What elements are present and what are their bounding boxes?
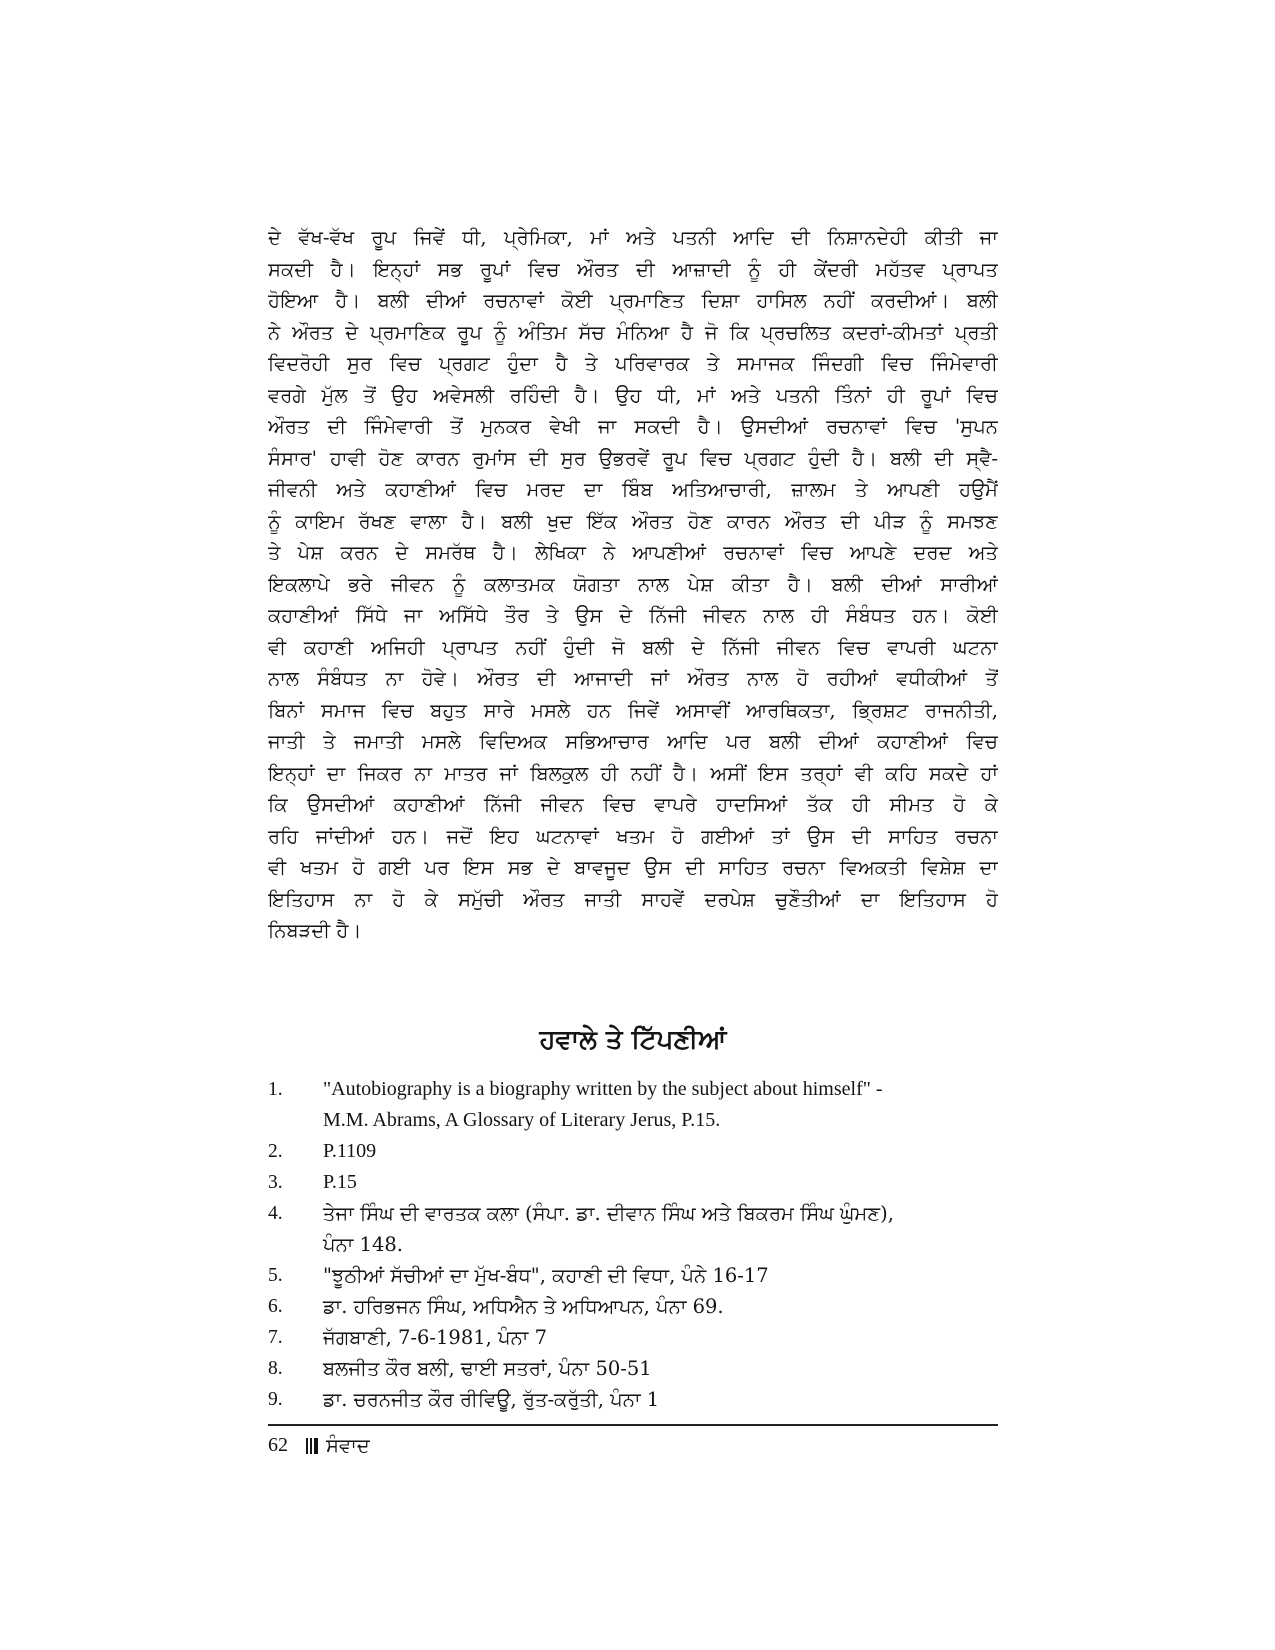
reference-item (268, 1291, 998, 1322)
body-line: ਵਿਦਰੋਹੀ ਸੁਰ ਵਿਚ ਪ੍ਰਗਟ ਹੁੰਦਾ ਹੈ ਤੇ ਪਰਿਵਾਰਕ ਤੇ ਸਮਾਜਕ ਜਿੰਦਗੀ ਵਿਚ ਜਿੰਮੇਵਾਰੀ (268, 352, 998, 375)
reference-number: 5. (268, 1265, 283, 1286)
reference-text (323, 1353, 998, 1384)
body-line: ਜੀਵਨੀ ਅਤੇ ਕਹਾਣੀਆਂ ਵਿਚ ਮਰਦ ਦਾ ਬਿੰਬ ਅਤਿਆਚਾਰੀ, ਜ਼ਾਲਮ ਤੇ ਆਪਣੀ ਹਉਮੈਂ (268, 478, 998, 501)
reference-item (268, 1167, 998, 1198)
body-line: ਜਾਤੀ ਤੇ ਜਮਾਤੀ ਮਸਲੇ ਵਿਦਿਅਕ ਸਭਿਆਚਾਰ ਆਦਿ ਪਰ ਬਲੀ ਦੀਆਂ ਕਹਾਣੀਆਂ ਵਿਚ (268, 730, 998, 753)
body-line: ਨੂੰ ਕਾਇਮ ਰੱਖਣ ਵਾਲਾ ਹੈ। ਬਲੀ ਖੁਦ ਇੱਕ ਔਰਤ ਹੋਣ ਕਾਰਨ ਔਰਤ ਦੀ ਪੀੜ ਨੂੰ ਸਮਝਣ (268, 509, 998, 533)
footer-rule (268, 1424, 998, 1426)
reference-item (268, 1198, 998, 1260)
reference-line: ਜੱਗਬਾਣੀ, 7-6-1981, ਪੰਨਾ 7 (323, 1326, 547, 1349)
reference-item (268, 1074, 998, 1136)
body-line: ਵੀ ਖਤਮ ਹੋ ਗਈ ਪਰ ਇਸ ਸਭ ਦੇ ਬਾਵਜੂਦ ਉਸ ਦੀ ਸਾਹਿਤ ਰਚਨਾ ਵਿਅਕਤੀ ਵਿਸ਼ੇਸ਼ ਦਾ (268, 856, 998, 879)
reference-number: 6. (268, 1296, 283, 1317)
body-line: ਰਹਿ ਜਾਂਦੀਆਂ ਹਨ। ਜਦੋਂ ਇਹ ਘਟਨਾਵਾਂ ਖਤਮ ਹੋ ਗਈਆਂ ਤਾਂ ਉਸ ਦੀ ਸਾਹਿਤ ਰਚਨਾ (268, 824, 998, 848)
reference-text (323, 1322, 998, 1353)
reference-text (323, 1136, 998, 1167)
reference-line: "ਝੂਠੀਆਂ ਸੱਚੀਆਂ ਦਾ ਮੁੱਖ-ਬੰਧ", ਕਹਾਣੀ ਦੀ ਵਿਧਾ, ਪੰਨੇ 16-17 (323, 1264, 769, 1287)
reference-number: 8. (268, 1358, 283, 1379)
body-line: ਤੇ ਪੇਸ਼ ਕਰਨ ਦੇ ਸਮਰੱਥ ਹੈ। ਲੇਖਿਕਾ ਨੇ ਆਪਣੀਆਂ ਰਚਨਾਵਾਂ ਵਿਚ ਆਪਣੇ ਦਰਦ ਅਤੇ (268, 541, 998, 564)
reference-line: ਡਾ. ਹਰਿਭਜਨ ਸਿੰਘ, ਅਧਿਐਨ ਤੇ ਅਧਿਆਪਨ, ਪੰਨਾ 69. (323, 1295, 724, 1318)
reference-text (323, 1198, 998, 1260)
body-line: ਬਿਨਾਂ ਸਮਾਜ ਵਿਚ ਬਹੁਤ ਸਾਰੇ ਮਸਲੇ ਹਨ ਜਿਵੇਂ ਅਸਾਵੀਂ ਆਰਥਿਕਤਾ, ਭ੍ਰਿਸ਼ਟ ਰਾਜਨੀਤੀ, (268, 698, 998, 722)
reference-item (268, 1136, 998, 1167)
body-line: ਸੰਸਾਰ' ਹਾਵੀ ਹੋਣ ਕਾਰਨ ਰੁਮਾਂਸ ਦੀ ਸੁਰ ਉਭਰਵੇਂ ਰੂਪ ਵਿਚ ਪ੍ਰਗਟ ਹੁੰਦੀ ਹੈ। ਬਲੀ ਦੀ ਸ੍ਵੈ- (268, 446, 998, 470)
reference-item (268, 1353, 998, 1384)
body-line: ਇਤਿਹਾਸ ਨਾ ਹੋ ਕੇ ਸਮੁੱਚੀ ਔਰਤ ਜਾਤੀ ਸਾਹਵੇਂ ਦਰਪੇਸ਼ ਚੁਣੌਤੀਆਂ ਦਾ ਇਤਿਹਾਸ ਹੋ (268, 887, 998, 911)
reference-item (268, 1260, 998, 1291)
reference-line: "Autobiography is a biography written by the subject about himself" - (323, 1078, 883, 1100)
reference-line: ਤੇਜਾ ਸਿੰਘ ਦੀ ਵਾਰਤਕ ਕਲਾ (ਸੰਪਾ. ਡਾ. ਦੀਵਾਨ ਸਿੰਘ ਅਤੇ ਬਿਕਰਮ ਸਿੰਘ ਘੁੰਮਣ), (323, 1202, 894, 1225)
reference-number: 9. (268, 1389, 283, 1410)
page-number: 62 (268, 1433, 288, 1456)
reference-text (323, 1074, 998, 1136)
body-line: ਵਰਗੇ ਮੁੱਲ ਤੋਂ ਉਹ ਅਵੇਸਲੀ ਰਹਿੰਦੀ ਹੈ। ਉਹ ਧੀ, ਮਾਂ ਅਤੇ ਪਤਨੀ ਤਿੰਨਾਂ ਹੀ ਰੂਪਾਂ ਵਿਚ (268, 383, 998, 407)
reference-text (323, 1167, 998, 1198)
triple-bar-icon (306, 1436, 320, 1454)
reference-number: 2. (268, 1141, 283, 1162)
body-line: ਵੀ ਕਹਾਣੀ ਅਜਿਹੀ ਪ੍ਰਾਪਤ ਨਹੀਂ ਹੁੰਦੀ ਜੋ ਬਲੀ ਦੇ ਨਿੱਜੀ ਜੀਵਨ ਵਿਚ ਵਾਪਰੀ ਘਟਨਾ (268, 635, 998, 659)
reference-number: 7. (268, 1327, 283, 1348)
reference-number: 4. (268, 1203, 283, 1224)
body-paragraph (268, 222, 998, 947)
body-line: ਨਿਬੜਦੀ ਹੈ। (268, 919, 362, 942)
references-list (268, 1074, 998, 1415)
reference-line: P.15 (323, 1171, 357, 1193)
reference-text (323, 1384, 998, 1415)
references-heading: ਹਵਾਲੇ ਤੇ ਟਿੱਪਣੀਆਂ (539, 1025, 727, 1055)
reference-item (268, 1322, 998, 1353)
body-line: ਦੇ ਵੱਖ-ਵੱਖ ਰੂਪ ਜਿਵੇਂ ਧੀ, ਪ੍ਰੇਮਿਕਾ, ਮਾਂ ਅਤੇ ਪਤਨੀ ਆਦਿ ਦੀ ਨਿਸ਼ਾਨਦੇਹੀ ਕੀਤੀ ਜਾ (268, 226, 998, 249)
reference-line: ਡਾ. ਚਰਨਜੀਤ ਕੌਰ ਰੀਵਿਊ, ਰੁੱਤ-ਕਰੁੱਤੀ, ਪੰਨਾ 1 (323, 1388, 660, 1411)
page-footer (268, 1430, 370, 1460)
body-line: ਕਿ ਉਸਦੀਆਂ ਕਹਾਣੀਆਂ ਨਿੱਜੀ ਜੀਵਨ ਵਿਚ ਵਾਪਰੇ ਹਾਦਸਿਆਂ ਤੱਕ ਹੀ ਸੀਮਤ ਹੋ ਕੇ (268, 793, 998, 816)
reference-line: ਪੰਨਾ 148. (323, 1233, 403, 1256)
body-line: ਔਰਤ ਦੀ ਜਿੰਮੇਵਾਰੀ ਤੋਂ ਮੁਨਕਰ ਵੇਖੀ ਜਾ ਸਕਦੀ ਹੈ। ਉਸਦੀਆਂ ਰਚਨਾਵਾਂ ਵਿਚ 'ਸੁਪਨ (268, 415, 998, 438)
reference-text (323, 1260, 998, 1291)
reference-number: 1. (268, 1079, 283, 1100)
reference-number: 3. (268, 1172, 283, 1193)
body-line: ਇਨ੍ਹਾਂ ਦਾ ਜਿਕਰ ਨਾ ਮਾਤਰ ਜਾਂ ਬਿਲਕੁਲ ਹੀ ਨਹੀਂ ਹੈ। ਅਸੀਂ ਇਸ ਤਰ੍ਹਾਂ ਵੀ ਕਹਿ ਸਕਦੇ ਹਾਂ (268, 761, 998, 785)
body-line: ਸਕਦੀ ਹੈ। ਇਨ੍ਹਾਂ ਸਭ ਰੂਪਾਂ ਵਿਚ ਔਰਤ ਦੀ ਆਜ਼ਾਦੀ ਨੂੰ ਹੀ ਕੇਂਦਰੀ ਮਹੱਤਵ ਪ੍ਰਾਪਤ (268, 257, 998, 281)
body-line: ਹੋਇਆ ਹੈ। ਬਲੀ ਦੀਆਂ ਰਚਨਾਵਾਂ ਕੋਈ ਪ੍ਰਮਾਣਿਤ ਦਿਸ਼ਾ ਹਾਸਿਲ ਨਹੀਂ ਕਰਦੀਆਂ। ਬਲੀ (268, 289, 998, 312)
body-line: ਨੇ ਔਰਤ ਦੇ ਪ੍ਰਮਾਣਿਕ ਰੂਪ ਨੂੰ ਅੰਤਿਮ ਸੱਚ ਮੰਨਿਆ ਹੈ ਜੋ ਕਿ ਪ੍ਰਚਲਿਤ ਕਦਰਾਂ-ਕੀਮਤਾਂ ਪ੍ਰਤੀ (268, 320, 998, 344)
reference-line: M.M. Abrams, A Glossary of Literary Jerus, P.15. (323, 1109, 721, 1131)
reference-item (268, 1384, 998, 1415)
body-line: ਕਹਾਣੀਆਂ ਸਿੱਧੇ ਜਾ ਅਸਿੱਧੇ ਤੌਰ ਤੇ ਉਸ ਦੇ ਨਿੱਜੀ ਜੀਵਨ ਨਾਲ ਹੀ ਸੰਬੰਧਤ ਹਨ। ਕੋਈ (268, 604, 998, 627)
body-line: ਇਕਲਾਪੇ ਭਰੇ ਜੀਵਨ ਨੂੰ ਕਲਾਤਮਕ ਯੋਗਤਾ ਨਾਲ ਪੇਸ਼ ਕੀਤਾ ਹੈ। ਬਲੀ ਦੀਆਂ ਸਾਰੀਆਂ (268, 572, 998, 596)
reference-text (323, 1291, 998, 1322)
body-line: ਨਾਲ ਸੰਬੰਧਤ ਨਾ ਹੋਵੇ। ਔਰਤ ਦੀ ਆਜਾਦੀ ਜਾਂ ਔਰਤ ਨਾਲ ਹੋ ਰਹੀਆਂ ਵਧੀਕੀਆਂ ਤੋਂ (268, 667, 998, 690)
journal-name: ਸੰਵਾਦ (326, 1433, 370, 1457)
reference-line: P.1109 (323, 1140, 377, 1162)
reference-line: ਬਲਜੀਤ ਕੌਰ ਬਲੀ, ਢਾਈ ਸਤਰਾਂ, ਪੰਨਾ 50-51 (323, 1357, 652, 1380)
